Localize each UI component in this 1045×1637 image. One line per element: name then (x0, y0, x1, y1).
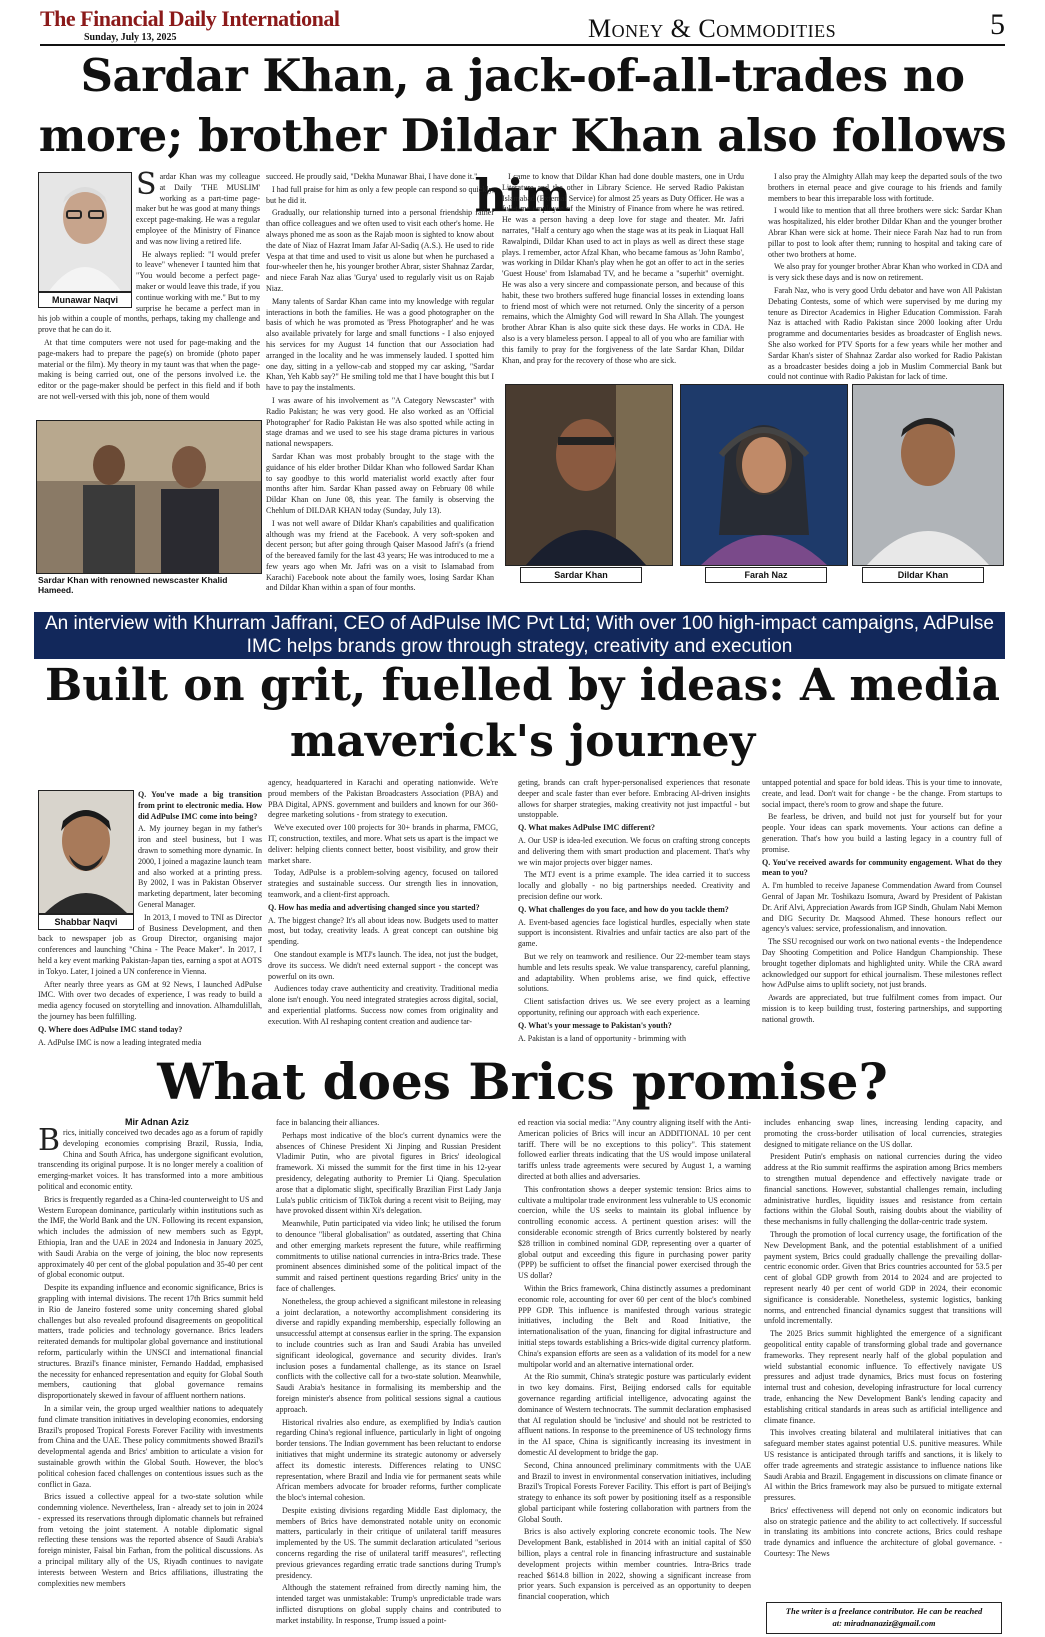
paragraph: One standout example is MTJ's launch. The idea, not just the budget, drove its success. We didn't need external support - the concept was powerful on its own. (268, 949, 498, 981)
story3-column-3 (518, 1118, 751, 1628)
photo-caption: Sardar Khan with renowned newscaster Khalid Hameed. (38, 575, 228, 595)
paragraph: Meanwhile, Putin participated via video link; he utilised the forum to denounce "liberal globalisation" as outdated, asserting that China and other emerging markets represent the future, while reaffirming commitments to utilise national currencies in intra-Brics trade. These prominent absences diminished some of the political impact of the summit and raised pertinent questions regarding Brics' unity in the face of challenges. (276, 1219, 501, 1293)
paragraph: face in balancing their alliances. (276, 1118, 380, 1127)
paragraph: The SSU recognised our work on two national events - the Independence Day Shooting Competition and Police Handgun Championship. These brought together diplomats and highlighted unity. While the CRA award acknowledged our support for ethical journalism. These milestones reflect how AdPulse aims to uplift society, not just brands. (762, 937, 1002, 990)
contributor-note (766, 1602, 1002, 1634)
paragraph: He always replied: "I would prefer to leave" whenever I taunted him that "You would become a perfect page-maker or would leave this trade, if you continue working with me." But to my surprise he became a perfect man in his job within a couple of months, perhaps, taking my challenge and prove that he can do it. (38, 249, 260, 335)
paragraph: This involves creating bilateral and multilateral initiatives that can safeguard member states against potential U.S. punitive measures. While US resistance is anticipated through tariffs and sanctions, it is likely to offer trade agreements and strategic assistance to influence nations like Saudi Arabia and Brazil. Engagement in discussions on climate finance or AI within the Brics framework may also be pursued to mitigate external pressures. (764, 1428, 1002, 1503)
story3-column-2 (276, 1118, 501, 1628)
paragraph: The MTJ event is a prime example. The idea carried it to success locally and globally - no big partnerships needed. Creativity and precision define our work. (518, 870, 750, 901)
story2-column-1 (38, 790, 262, 1047)
story2-column-4 (762, 778, 1002, 1034)
paragraph: Many talents of Sardar Khan came into my knowledge with regular interactions in both the families. He was a good photographer on the basis of which he was promoted as 'Press Photographer' and he was also available privately for large and small functions - I also enjoyed his services for my August 14 function that our Association had arranged in the locality and he was immensely lauded. I spotted him one day, sitting in a yellow-cab and stopped my car asking, "Sardar Khan, Yeh Kabb say?" He smiling told me that I have bought this but I have to pay the instalments. (266, 296, 494, 393)
paragraph: We've executed over 100 projects for 30+ brands in pharma, FMCG, IT, construction, textiles, and more. What sets us apart is the impact we deliver: helping clients connect better, boost visibility, and grow their market share. (268, 823, 498, 865)
issue-date: Sunday, July 13, 2025 (84, 32, 177, 43)
interview-question: Q. How has media and advertising changed since you started? (268, 902, 480, 912)
paragraph: Farah Naz, who is very good Urdu debator and have won All Pakistan Debating Contests, some of which were supervised by me during my tenure as Director Academics in Higher Education Commission. Farah Naz is attached with Radio Pakistan since 2000 looking after Urdu programme and documentaries besides as broadcaster of English news. She also worked for PTV Sports for a few years while her mother and Sardar Khan's sister of Shahnaz Zardar also worked for Radio Pakistan as a broadcaster besides doing a job in Muslim Commercial Bank but could not continue with Radio Pakistan for lack of time. (768, 285, 1002, 382)
story2-column-2 (268, 778, 498, 1034)
paragraph: After nearly three years as GM at 92 News, I launched AdPulse IMC. With over two decades of experience, I was ready to build a media agency focused on storytelling and innovation. Alhamdulillah, the journey has been fulfilling. (38, 979, 262, 1021)
story1-column-3 (502, 172, 744, 376)
paragraph: Historical rivalries also endure, as exemplified by India's caution regarding China's regional influence, particularly in light of ongoing border tensions. The Indian government has been reluctant to endorse initiatives that might undermine its strategic autonomy or adversely affect its domestic interests. Differences relating to UNSC representation, where Brazil and India vie for permanent seats while African members advocate for broader reforms, further complicate the bloc's internal cohesion. (276, 1417, 501, 1503)
paragraph: A. The biggest change? It's all about ideas now. Budgets used to matter most, but today, creativity leads. A great concept can outshine big spending. (268, 915, 498, 947)
paragraph: Be fearless, be driven, and build not just for yourself but for your people. Your ideas can spark movements. Your actions can define a generation. That's how you build a lasting legacy in a country full of promise. (762, 812, 1002, 854)
paragraph: I came to know that Dildar Khan had done double masters, one in Urdu Literature and the other in Library Science. He served Radio Pakistan Islamabad (External Service) for almost 25 years as Duty Officer. He was a full-time employee of the Ministry of Finance from where he was retired. He was a person having a deep love for stage and theater. Mr. Jafri narrates, "Half a century ago when the stage was at its peak in Liaquat Hall Rawalpindi, Dildar Khan used to act in plays as well as direct these stage plays. I remember, actor Afzal Khan, who became famous as 'John Rambo', was working in Dildar Khan's play when he got an offer to act in the series 'Guest House' from Islamabad TV, and he became a "superhit" overnight. He was also a very sincere and compassionate person, and because of this habit, these two brothers suffered huge financial losses in extending loans to friend most of which were not returned. Only the sincerity of a person remains, which the Almighty God will reward In Sha Allah. The youngest brother Abrar Khan is also quite sick these days. He works in CDA. He also is a very blameless person. I appeal to all of you who are familiar with this family to pray for the forgiveness of the late Sardar Khan, Dildar Khan, and pray for the recovery of those who are sick. (502, 172, 744, 365)
paragraph: Second, China announced preliminary commitments with the UAE and Brazil to invest in environmental conservation initiatives, including Brazil's Tropical Forests Forever Facility. This effort is part of Beijing's strategy to enhance its soft power by positioning itself as a responsible global participant while fostering collaboration with partners from the Global South. (518, 1460, 751, 1524)
paragraph: I was not well aware of Dildar Khan's capabilities and qualification although was my friend at the Facebook. A very soft-spoken and decent person; but after going through Qaiser Masood Jafri's (a friend of the bereaved family for the last 43 years; He was introduced to me a few years ago when Mr. Jafri was on a visit to Islamabad from Karachi) Facebook note about the family woes, losing Sardar Khan and Dildar Khan within a span of four months. (266, 518, 494, 593)
paragraph: ardar Khan was my colleague at Daily 'THE MUSLIM' working as a part-time page-maker but he was good at many things except page-making. He was a regular employee of the Ministry of Finance and was now living a retired life. (136, 172, 260, 246)
paragraph: But we rely on teamwork and resilience. Our 22-member team stays humble and lets results speak. We value transparency, careful planning, and adaptability. When problems arise, we find quick, effective solutions. (518, 951, 750, 994)
interview-question: Q. What's your message to Pakistan's youth? (518, 1020, 672, 1030)
story2-column-3 (518, 778, 750, 1043)
portrait-image (506, 385, 672, 565)
contributor-line-1: The writer is a freelance contributor. He can be reached (785, 1606, 983, 1616)
interview-banner: An interview with Khurram Jaffrani, CEO of AdPulse IMC Pvt Ltd; With over 100 high-impact campaigns, AdPulse IMC helps brands grow through strategy, creativity and execution (34, 612, 1005, 659)
paragraph: Awards are appreciated, but true fulfilment comes from impact. Our mission is to keep building trust, fostering partnerships, and supporting national growth. (762, 993, 1002, 1024)
paragraph: I would like to mention that all three brothers were sick: Sardar Khan was hospitalized, his elder brother Dildar Khan and the younger brother Abrar Khan were sick at home. Their niece Farah Naz had to run from pillar to post to look after them; running to hospital and taking care of other two brothers at home. (768, 206, 1002, 259)
paragraph: This confrontation shows a deeper systemic tension: Brics aims to cultivate a multipolar trade environment less vulnerable to US economic coercion, while the US seeks to maintain its global influence by controlling economic access. A pertinent question arises: will the considerable economic strength of Brics currently bolstered by nearly $28 trillion in combined nominal GDP, representing over a quarter of global output and exceeding this figure in purchasing power parity (PPP) be sufficient to offset the financial power exercised through the US dollar? (518, 1184, 751, 1281)
story1-headline: Sardar Khan, a jack-of-all-trades no more; brother Dildar Khan also follows him (38, 49, 1007, 222)
paragraph: I was aware of his involvement as "A Category Newscaster" with Radio Pakistan; he was very good. He also worked as an 'Official Photographer' for Radio Pakistan He was also spotted while acting in stage dramas and we used to see his stage drama pictures in various national newspapers. (266, 395, 494, 449)
portrait-dildar-khan (852, 384, 1004, 566)
story3-column-4 (764, 1118, 1002, 1596)
story1-column-2 (266, 172, 495, 593)
paragraph: Despite existing divisions regarding Middle East diplomacy, the members of Brics have demonstrated notable unity on economic matters, particularly in their critique of unilateral tariff measures implemented by the US. The summit declaration articulated "serious concerns regarding the rise of unilateral tariff measures", reflecting previous grievances regarding erratic trade sanctions during Trump's presidency. (276, 1505, 501, 1580)
portrait-image (853, 385, 1003, 565)
paragraph: The 2025 Brics summit highlighted the emergence of a significant geopolitical entity capable of transforming global trade and governance frameworks. They represent nearly half of the global population and wield substantial economic influence. To effectively navigate US pressures and adjust trade dynamics, Brics must focus on fostering internal trust and cohesion, developing infrastructure for local currency trade, enhancing the New Development Bank's lending capacity and establishing critical standards in areas such as artificial intelligence and climate finance. (764, 1329, 1002, 1425)
paragraph: At that time computers were not used for page-making and the page-makers had to prepare the page(s) on bromide (photo paper material or the film). My theory in my taunt was that when the page-making is being carried out, one of the persons involved i.e. the editor or the page-maker should be perfect in this field and if both are not well-versed with this job, none of them would (38, 337, 260, 401)
paragraph: Brics is frequently regarded as a China-led counterweight to US and Western European dominance, particularly within institutions such as the IMF, the World Bank and the UN. Following its recent expansion, which includes the admission of new members such as Egypt, Ethiopia, Iran and the UAE in 2024 and Indonesia in January 2025, with Saudi Arabia on the verge of joining, the bloc now represents approximately 40 per cent of the global population and 35-40 per cent of global economic output. (38, 1194, 263, 1280)
paragraph: A. I'm humbled to receive Japanese Commendation Award from Counsel Genral of Japan Mr. Toshikazu Isomura, Award by President of Pakistan Dr. Arif Alvi, Appreciation Awards from IGP Sindh, Ghulam Nabi Memon and DIG Security Dr. Maqsood Ahmed. These honours reflect our agency's values: service, professionalism, and innovation. (762, 881, 1002, 934)
paragraph: agency, headquartered in Karachi and operating nationwide. We're proud members of the Pakistan Broadcasters Association (PBA) and PBA Digital, APNS. government and builders and known for our 360-degree marketing solutions - from strategy to execution. (268, 778, 498, 820)
paragraph: Within the Brics framework, China distinctly assumes a predominant economic role, accounting for over 60 per cent of the bloc's combined PPP GDP. This influence is manifested through various strategic initiatives, including the Belt and Road Initiative, the internationalisation of the yuan, financing for digital infrastructure and initial steps towards establishing a Brics-wide digital currency platform. China's expansion efforts are seen as a validation of its model for a new multipolar world and an alternative international order. (518, 1283, 751, 1369)
interview-question: Q. What challenges do you face, and how do you tackle them? (518, 904, 729, 914)
paragraph: Gradually, our relationship turned into a personal friendship rather than office colleagues and we often used to visit each other's home. He always phoned me as soon as the Rajab moon is sighted to know about the date of Niaz of Hazrat Imam Jafar Al-Sadiq (A.S.). He used to ride Vespa at that time and used to visit us alone but when he purchased a four-wheeler then he, his younger brother Abrar, sister Shahnaz Zardar, and niece Farah Naz alias 'Gurya' used to regularly visit us on Rajab Niaz. (266, 208, 495, 293)
paper-name: The Financial Daily International (40, 6, 340, 31)
story3-headline: What does Brics promise? (157, 1052, 888, 1111)
paragraph: Nonetheless, the group achieved a significant milestone in releasing a joint declaration, a noteworthy accomplishment considering its diverse and rapidly expanding membership, especially following an unsuccessful attempt at consensus earlier in the spring. The expansion to include countries such as Iran and Saudi Arabia has unveiled significant ideological, governance and security divides. Iran's inclusion poses a fundamental challenge, as its stance on Israel conflicts with the collective call for a two-state solution. Meanwhile, Saudi Arabia's hesitance in formalising its membership and the foreign minister's absence from political sessions signal a cautious approach. (276, 1296, 501, 1414)
paragraph: Today, AdPulse is a problem-solving agency, focused on tailored strategies and sustainable success. Our strength lies in innovation, teamwork, and a client-first approach. (268, 868, 498, 899)
paragraph: In a similar vein, the group urged wealthier nations to adequately fund climate transition initiatives in developing economies, endorsing Brazil's proposed Tropical Forests Forever Facility with investments from China and the UAE. These policy commitments showed Brazil's developmental agenda and Brics' ambition to articulate a vision for sustainable growth within the Global South. However, the bloc's political cohesion faced challenges on contentious issues such as the conflict in Gaza. (38, 1403, 263, 1489)
paragraph: geting, brands can craft hyper-personalised experiences that resonate deeper and scale faster than ever before. Embracing AI-driven insights allows for sharper strategies, making creativity not just impactful - but unstoppable. (518, 778, 750, 820)
dropcap: S (136, 167, 157, 202)
paragraph: President Putin's emphasis on national currencies during the video address at the Rio summit reaffirms the aspiration among Brics members to strengthen mutual dependence and effectively navigate trade or financial sanctions. However, substantial challenges remain, including administrative hurdles, liquidity issues and resistance from certain factions within the Global South, raising doubts about the viability of these mechanisms in fully challenging the dollar-centric trade system. (764, 1152, 1002, 1227)
photo-sardar-khalid (36, 420, 262, 574)
story1-column-1 (38, 167, 260, 408)
paragraph: We also pray for younger brother Abrar Khan who worked in CDA and is very sick these days and is now on retirement. (768, 262, 1002, 283)
group-photo-image (37, 421, 261, 573)
story1-column-4 (768, 172, 1002, 382)
story3-column-1 (38, 1123, 263, 1628)
paragraph: At the Rio summit, China's strategic posture was particularly evident in two key domains. First, Beijing endorsed calls for equitable governance regarding artificial intelligence, advocating against the dominance of Western technocrats. The summit declaration emphasised that AI regulation should be 'inclusive' and should not be restricted to affluent nations. In response to the preeminence of US technology firms in the AI space, China is significantly increasing its investment in domestic AI development to bridge the gap. (518, 1372, 751, 1457)
interview-question: Q. What makes AdPulse IMC different? (518, 823, 656, 833)
paragraph: Despite its expanding influence and economic significance, Brics is grappling with internal divisions. The recent 17th Brics summit held in Rio de Janeiro fostered some unity concerning shared global challenges but also revealed profound disagreements on geopolitical matters, trade policies and technology governance. Brics leaders reiterated demands for multipolar global governance and institutional reform, particularly within the UNSCI and international financial structures. Brazil's finance minister, Fernando Haddad, emphasised the necessity for enhanced representation and equity for Global South members, cautioning that global governance remains disproportionately skewed in favour of affluent northern nations. (38, 1283, 263, 1401)
paragraph: A. My journey began in my father's iron and steel business, but I was drawn to something more dynamic. In 2000, I joined a magazine launch team and also worked at a printing press. By 2002, I was in Pakistan Observer marketing department, later becoming General Manager. (138, 824, 262, 909)
paragraph: Audiences today crave authenticity and creativity. Traditional media alone isn't enough. You need integrated strategies across digital, social, and experiential platforms. Success now comes from originality and execution. With AI reshaping content creation and audience tar- (268, 984, 498, 1026)
author-caption: Munawar Naqvi (38, 292, 132, 308)
portrait-image (681, 385, 847, 565)
paragraph: includes enhancing swap lines, increasing lending capacity, and promoting the cross-border utilisation of local currencies, strategies designed to mitigate reliance on the US dollar. (764, 1118, 1002, 1149)
portrait-sardar-khan (505, 384, 673, 566)
paragraph: A. Our USP is idea-led execution. We focus on crafting strong concepts and delivering them with smart production and placement. That's why we win major projects over bigger names. (518, 835, 750, 867)
paragraph: ed reaction via social media: "Any country aligning itself with the Anti-American policies of Brics will incur an ADDITIONAL 10 per cent tariff. There will be no exceptions to this policy". This statement followed earlier threats indicating that the US would impose unilateral tariffs unless trade agreements were secured by August 1, a warning directed at both allies and adversaries. (518, 1118, 751, 1181)
portrait-farah-naz (680, 384, 848, 566)
masthead (40, 6, 1005, 46)
paragraph: Sardar Khan was most probably brought to the stage with the guidance of his elder brother Dildar Khan who followed Sardar Khan to say goodbye to this world materialist world exactly after four months after him. Sardar Khan passed away on February 08 while Dildar Khan on June 08, this year. The family is observing the Chehlum of DILDAR KHAN today (Sunday, July 13). (266, 451, 494, 515)
story2-headline: Built on grit, fuelled by ideas: A media maverick's journey (45, 660, 1000, 767)
portrait-caption-2: Farah Naz (705, 567, 827, 583)
page-number: 5 (990, 8, 1005, 41)
paragraph: I had full praise for him as only a few people can respond so quickly, but he did it. (266, 184, 494, 205)
paragraph: Client satisfaction drives us. We see every project as a learning opportunity, refining our approach with each experience. (518, 997, 750, 1017)
paragraph: In 2013, I moved to TNI as Director of Business Development, and then back to newspaper job as Group Director, organising major conferences and launching "China - The Peace Maker". In 2017, I held a key event marking Pakistan-Japan ties, earning a spot at AOTS in Tokyo. Later, I joined a UN conference in Vienna. (38, 912, 262, 976)
paragraph: A. AdPulse IMC is now a leading integrated media (38, 1037, 202, 1047)
paragraph: succeed. He proudly said, "Dekha Munawar Bhai, I have done it." (266, 172, 478, 181)
paragraph: Brics' effectiveness will depend not only on economic indicators but also on strategic patience and the ability to act collectively. If successful in translating its ambitions into concrete actions, Brics could reshape trade dynamics and influence the architecture of global governance. -Courtesy: The News (764, 1505, 1002, 1559)
paragraph: A. Event-based agencies face logistical hurdles, especially when state support is inconsistent. Rivalries and unfair tactics are also part of the game. (518, 917, 750, 949)
portrait-caption-3: Dildar Khan (862, 567, 984, 583)
paragraph: A. Pakistan is a land of opportunity - brimming with (518, 1033, 686, 1043)
paragraph: rics, initially conceived two decades ago as a forum of rapidly developing economies comprising Brazil, Russia, India, China and South Africa, has undergone significant evolution, transcending its original purpose. It is no longer merely a coalition of emerging-market voices. It has transformed into a more ambitious political and economic entity. (38, 1128, 263, 1191)
interview-question: Q. You've made a big transition from print to electronic media. How did AdPulse IMC come into being? (138, 790, 262, 821)
author-caption: Shabbar Naqvi (38, 914, 134, 930)
section-title: Money & Commodities (588, 14, 837, 43)
paragraph: untapped potential and space for bold ideas. This is your time to innovate, create, and lead. Don't wait for change - be the change. From startups to social impact, there's room to grow and shape the future. (762, 778, 1002, 809)
dropcap: B (38, 1123, 61, 1158)
paragraph: Brics is also actively exploring concrete economic tools. The New Development Bank, established in 2014 with an initial capital of $50 billion, plays a central role in financing infrastructure and sustainable development projects within member countries. Intra-Brics trade reached $614.8 billion in 2022, showing a significant increase from prior years. Such expansion is perceived as an opportunity to deepen financial cooperation, which (518, 1527, 751, 1602)
paragraph: I also pray the Almighty Allah may keep the departed souls of the two brothers in eternal peace and give courage to his friends and family members to bear this irreparable loss with fortitude. (768, 172, 1002, 203)
paragraph: Although the statement refrained from directly naming him, the intended target was unmistakable: Trump's unpredictable trade wars inflicted disruptions on global supply chains and contributed to market instability. In response, Trump issued a point- (276, 1583, 501, 1625)
interview-question: Q. You've received awards for community engagement. What do they mean to you? (762, 857, 1002, 878)
contributor-email[interactable]: at: miradnanaziz@gmail.com (832, 1618, 936, 1628)
interview-question: Q. Where does AdPulse IMC stand today? (38, 1024, 183, 1034)
portrait-caption-1: Sardar Khan (520, 567, 642, 583)
paragraph: Brics issued a collective appeal for a two-state solution while condemning violence. Nevertheless, Iran - already set to join in 2024 - expressed its reservations through diplomatic channels but refrained from vetoing the joint statement. A notable diplomatic signal reflecting these tensions was the reported absence of Saudi Arabia's foreign minister, Faisal bin Farhan, from the political discussions. As a principal military ally of the US, Riyadh continues to navigate interests between Western and Brics affiliations, illustrating the complexities new members (38, 1492, 263, 1588)
paragraph: Through the promotion of local currency usage, the fortification of the New Development Bank, and the potential establishment of a unified payment system, Brics could gradually challenge the prevailing dollar-centric economic order. Given that Brics countries accounted for 53.5 per cent of global GDP growth from 2014 to 2024 and are projected to represent nearly 40 per cent of world GDP in 2024, their economic significance is considerable. Nonetheless, systemic logistics, banking norms, and entrenched financial dynamics suggest that transitions will unfold incrementally. (764, 1229, 1002, 1326)
paragraph: Perhaps most indicative of the bloc's current dynamics were the absences of Chinese President Xi Jinping and Russian President Vladimir Putin, who are pivotal figures in Brics' ideological framework. Xi missed the summit for the first time in his 12-year presidency, delegating authority to Premier Li Qiang. Speculation arose that a diplomatic slight, specifically Brazilian First Lady Janja Lula's public criticism of TikTok during a recent visit to Beijing, may have provoked dissent within Xi's delegation. (276, 1130, 501, 1216)
byline: Mir Adnan Aziz (125, 1117, 189, 1127)
